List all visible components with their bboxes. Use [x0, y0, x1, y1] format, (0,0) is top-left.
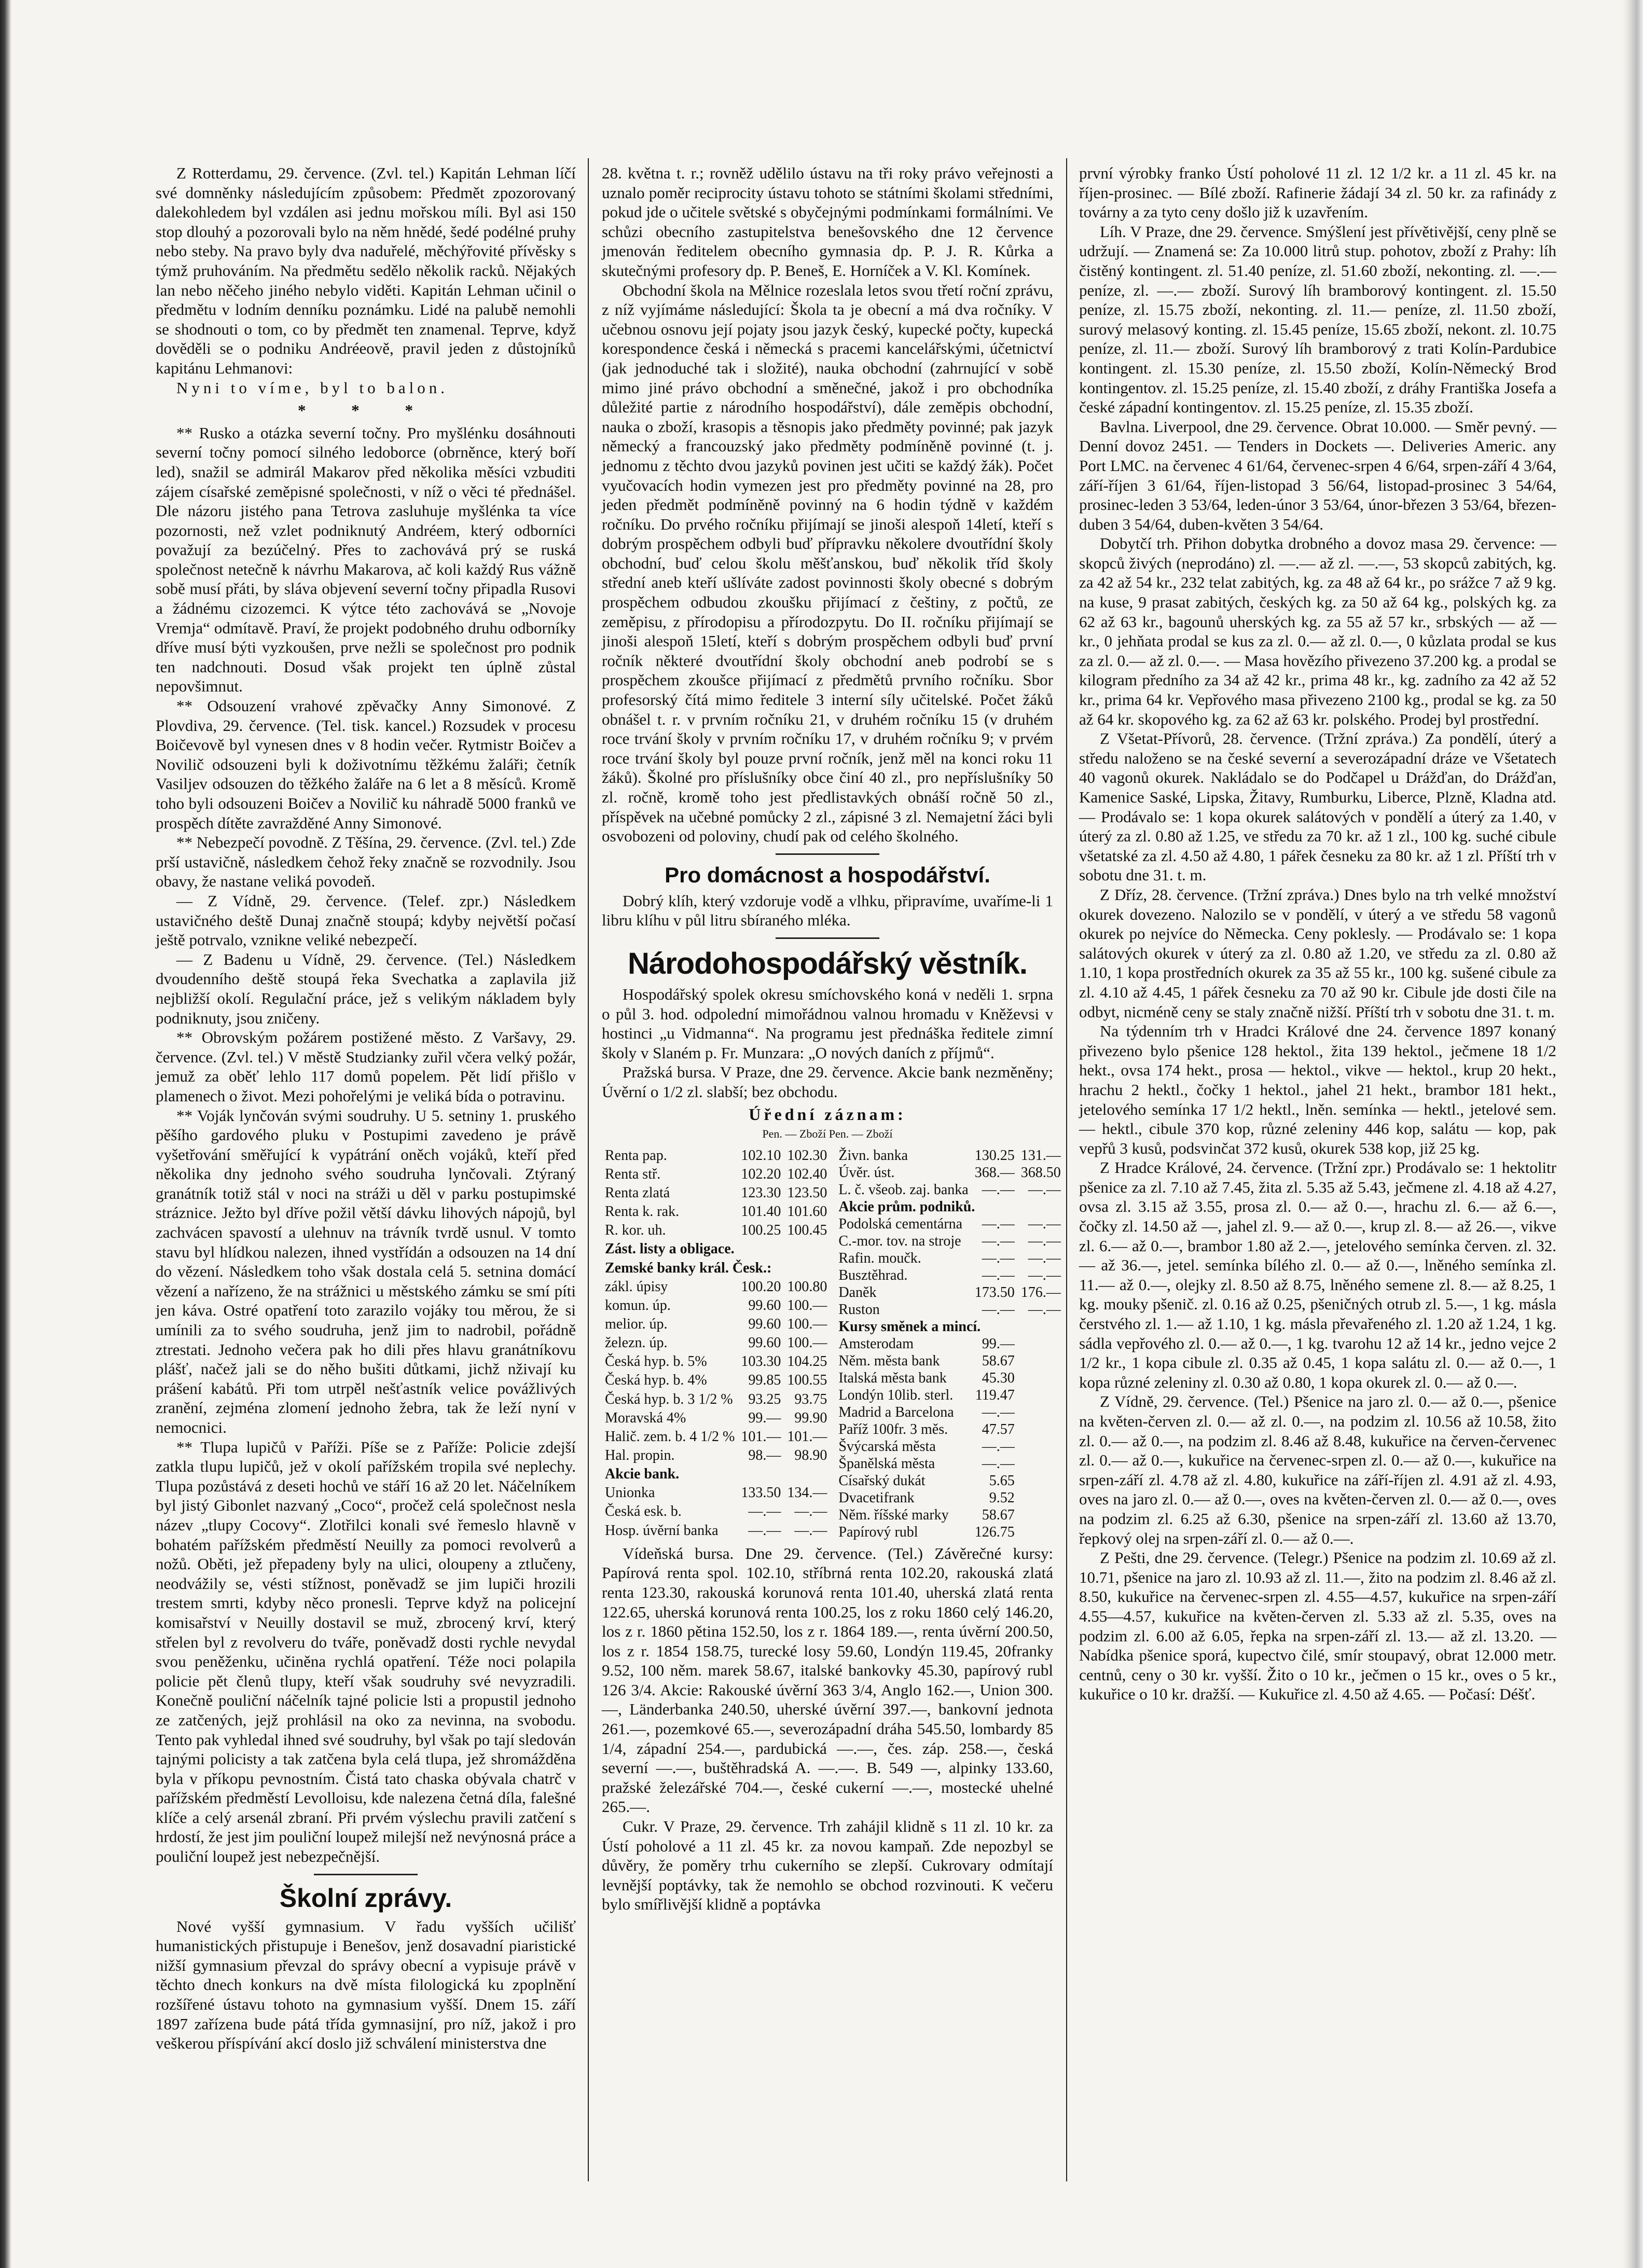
quote-label: Zemské banky král. Česk.: [605, 1260, 772, 1276]
quote-label: komun. úp. [605, 1297, 671, 1313]
quote-value: —.— [982, 1233, 1015, 1249]
quote-label: R. kor. uh. [605, 1222, 666, 1239]
quote-row [602, 1260, 830, 1278]
quote-value: 5.65 [989, 1472, 1015, 1489]
quote-label: Busztěhrad. [838, 1267, 908, 1283]
quote-value [1018, 1438, 1064, 1455]
quote-row [602, 1316, 830, 1334]
quote-value: —.— [982, 1438, 1015, 1455]
quote-value: 100.80 [787, 1278, 827, 1295]
quote-value: —.— [982, 1250, 1015, 1266]
quote-value: —.— [1028, 1301, 1061, 1318]
quote-label: Něm. říšské marky [838, 1506, 949, 1523]
quote-row [602, 1184, 830, 1203]
quote-row [602, 1353, 830, 1372]
quote-label: Císařský dukát [838, 1472, 926, 1489]
quote-row [835, 1335, 1064, 1352]
quote-value [1018, 1370, 1064, 1387]
quote-label: Kursy směnek a mincí. [838, 1318, 981, 1335]
column-rule [588, 158, 589, 2181]
quote-label: zákl. úpisy [605, 1278, 668, 1295]
article-simonova: ** Odsouzení vrahové zpěvačky Anny Simonové. Z Plovdiva, 29. července. (Tel. tisk. kancel.) Rozsudek v procesu Boičevově byl vynesen dnes v 8 hodin večer. Rytmistr Boičev a Novilič odsouzeni byli k doživotnímu těžkému žaláři; četník Vasiljev odsouzen do těžkého žaláře na 6 let a 8 měsíců. Kromě toho byli odsouzeni Boičev a Novilič ku náhradě 5000 franků ve prospěch dítěte zavražděné Anny Simonové. [156, 697, 576, 832]
quote-label: Unionka [605, 1485, 655, 1501]
quote-row [602, 1372, 830, 1390]
quote-row [835, 1404, 1064, 1421]
quote-label: železn. úp. [605, 1335, 668, 1351]
article-vojak: ** Voják lynčován svými soudruhy. U 5. setniny 1. pruského pěšího gardového pluku v Postupimi zavedeno je právě vyšetřování směřující k vypátrání oněch vojáků, kteří před několika dny jednoho svého soudruha lynčovali. Ztýraný granátník totiž stál v noci na stráži u děl v parku postupimské stráznice. Ježto byl dříve požil větší dávku lihových nápojů, byl zachvácen spavostí a ulehnuv na trávník tvrdě usnul. V tomto stavu byl hlídkou nalezen, ihned vystřídán a odsouzen na 14 dní do vězení. Následkem toho však dostala celá 5. setnina domácí vězení a nařízeno, že na strážnici u městského zámku se smí píti jen káva. Ostré opatření toto zarazilo vojáky tou měrou, že si umínili za to svého soudruha, jenž jim to nadrobil, pořádně ztrestati. Jednoho večera pak ho dili přes hlavu granátníkovu plášť, načež jali se do něho bušiti důtkami, jichž nživají ku prášení kabátů. Při tom utrpěl nešťastník velice povážlivých zranění, zejména zlomení jednoho žebra, tak že leží nyní v nemocnici. [156, 1106, 576, 1436]
quote-row [835, 1489, 1064, 1506]
quote-value: 100.— [787, 1335, 827, 1351]
quote-value: 104.25 [787, 1353, 827, 1370]
quote-value: 100.20 [741, 1278, 781, 1295]
quote-row [835, 1233, 1064, 1250]
quote-value: 131.— [1020, 1147, 1061, 1164]
quote-label: Česká esk. b. [605, 1503, 682, 1520]
quote-value: 99.85 [748, 1372, 781, 1389]
quote-value: —.— [1028, 1215, 1061, 1232]
quote-row [602, 1297, 830, 1316]
quote-label: Zást. listy a obligace. [605, 1241, 735, 1257]
quote-value: 100.25 [741, 1222, 781, 1239]
quote-value: 100.— [787, 1297, 827, 1313]
quote-value: —.— [982, 1181, 1015, 1198]
quote-value: 102.30 [787, 1147, 827, 1164]
quote-row [835, 1267, 1064, 1284]
quote-label: Česká hyp. b. 5% [605, 1353, 707, 1370]
quote-value: 93.25 [748, 1391, 781, 1407]
quote-value: 98.90 [794, 1447, 827, 1463]
quote-value: 102.20 [741, 1166, 781, 1182]
article-spolek: Hospodářský spolek okresu smíchovského koná v neděli 1. srpna o půl 3. hod. odpolední mimořádnou valnou hromadu v Kněževsi v hostinci „u Vidmanna“. Na programu jest přednáška ředitele zimní školy v Slaném p. Fr. Munzara: „O nových daních z příjmů“. [602, 985, 1053, 1062]
quote-label: Renta k. rak. [605, 1204, 680, 1220]
quote-value: 100.45 [787, 1222, 827, 1239]
quote-value: —.— [982, 1267, 1015, 1283]
article-bavlna: Bavlna. Liverpool, dne 29. července. Obrat 10.000. — Směr pevný. — Denní dovoz 2451. — Tenders in Dockets —. Deliveries Americ. any Port LMC. na červenec 4 61/64, červenec-srpen 4 6/64, srpen-září 4 3/64, září-říjen 3 61/64, říjen-listopad 3 56/64, listopad-prosinec 3 54/64, prosinec-leden 3 53/64, leden-únor 3 53/64, únor-březen 3 53/64, březen-duben 3 54/64, duben-květen 3 54/64. [1079, 417, 1556, 533]
quotes-table-right [835, 1147, 1064, 1541]
quote-value [1018, 1472, 1064, 1489]
quote-row [835, 1250, 1064, 1267]
quote-value: 58.67 [982, 1352, 1015, 1369]
quote-value: 100.— [787, 1316, 827, 1332]
quote-label: melior. úp. [605, 1316, 668, 1332]
quote-label: Moravská 4% [605, 1409, 686, 1426]
article-baden: — Z Badenu u Vídně, 29. července. (Tel.) Následkem dvoudenního deště stoupá řeka Svechatka a zaplavila již nejbližší okolí. Regulační práce, jež s velikým nákladem byly podniknuty, jsou zničeny. [156, 950, 576, 1027]
quote-value: 102.10 [741, 1147, 781, 1164]
quote-label: Renta zlatá [605, 1185, 670, 1201]
article-cukr-cont: první výrobky franko Ústí poholové 11 zl. 12 1/2 kr. a 11 zl. 45 kr. na říjen-prosinec. — Bílé zboží. Rafinerie žádají 34 zl. 50 kr. za rafinády z továrny a za tyto ceny došlo již k uzavřením. [1079, 164, 1556, 222]
quote-label: Česká hyp. b. 3 1/2 % [605, 1391, 733, 1407]
quote-label: C.-mor. tov. na stroje [838, 1233, 961, 1249]
quote-value: 99.60 [748, 1316, 781, 1332]
quote-value: 103.30 [741, 1353, 781, 1370]
quote-value [1018, 1387, 1064, 1404]
article-tlupa: ** Tlupa lupičů v Paříži. Píše se z Paříže: Policie zdejší zatkla tlupu lupičů, jež v okolí pařížském tropila své neplechy. Tlupa pozůstává z deseti hochů ve stáří 16 až 20 let. Náčelníkem byl jistý Gibonlet nazvaný „Coco“, pročež celá společnost nesla název „tlupy Cocovy“. Zlotřilci konali své řemeslo hlavně v bohatém pařížském předměstí Neuilly za pomoci revolverů a nožů. Oběti, jež přepadeny byly na ulici, oloupeny a ztlučeny, neodvážily se, vésti stížnost, poněvadž se jim lupiči hrozili trestem smrti, kdyby něco pronesli. Teprve když na policejní komisařství v Neuilly dostavil se muž, zbrocený krví, který střelen byl z revolveru do tváře, poněvadž dosti rychle nevydal svou peněženku, učiněna rychlá opatření. Téže noci polapila policie pět členů tlupy, kteří však soudruhy své nevyzradili. Konečně pouliční náčelník tajné policie lsti a propustil jednoho ze zatčených, jejž prohlásil na oko za nevinna, na svobodu. Tento pak vyhledal ihned své soudruhy, byl však po tají sledován tajnými policisty a tak zatčena byla celá tlupa, jež shromážděna byla v příkopu pevnostním. Čistá tato chaska obývala chatrč v pařížském předměstí Levolloisu, kde nalezena četná díla, falešné klíče a celý arsenál zbraní. Při prvém výslechu pravili zatčení s hrdostí, že jest jim pouliční loupež milejší než nevýnosná práce a pouliční loupež jest nebezpečnější. [156, 1437, 576, 1866]
quote-row [835, 1370, 1064, 1387]
article-cukr: Cukr. V Praze, 29. července. Trh zahájil klidně s 11 zl. 10 kr. za Ústí poholové a 11 zl. 45 kr. za novou kampaň. Zde nepozbyl se důvěry, že poměry trhu cukerního se zlepší. Cukrovary odmítají levnější poptávky, tak že nemohlo se obchod rozvinouti. K večeru bylo smířlivější klidně a poptávka [602, 1817, 1053, 1914]
section-dots: * * * [298, 401, 434, 420]
quote-label: Podolská cementárna [838, 1215, 963, 1232]
quote-value [1018, 1335, 1064, 1352]
quote-label: Hosp. úvěrní banka [605, 1522, 719, 1539]
article-hradec2: Z Hradce Králové, 24. července. (Tržní zpr.) Prodávalo se: 1 hektolitr pšenice za zl. 7.10 až 7.45, žita zl. 5.35 až 5.43, ječmene zl. 4.18 až 4.27, ovsa zl. 3.15 až 3.55, prosa zl. 0.— až 0.—, hrachu zl. 6.— až 6.—, čočky zl. 14.50 až —, jahel zl. 9.— až 0.—, krup zl. 8.— až 26.—, vikve zl. 6.— až 0.—, brambor 1.80 až 2.—, jetelového semínka červen. zl. 32.— až 36.—, jetel. semínka bílého zl. 0.— až 0.—, lněného semínka zl. 11.— až 0.—, olejky zl. 8.50 až 8.75, lněného semene zl. 8.— až 8.25, 1 kg. mouky pšenič. zl. 0.16 až 0.25, pšeničných otrub zl. 5.—, 1 kg. másla čerstvého zl. 1.— až 1.10, 1 kg. másla převařeného zl. 1.20 až 1.24, 1 kg. sádla vepřového zl. 0.— až 0.—, 1 kg. tvarohu 12 až 14 kr., jedno vejce 2 1/2 kr., 1 kopa cibule zl. 0.35 až 0.45, 1 kopa salátu zl. 0.— až 0.—, 1 kopa různé zeleniny zl. 0.30 až 0.80, 1 kopa okurek zl. 0.— až 0.—. [1079, 1158, 1556, 1391]
quote-row [835, 1198, 1064, 1215]
quote-row [835, 1318, 1064, 1335]
quote-row [602, 1447, 830, 1465]
article-quote: Nyni to víme, byl to balon. [176, 378, 448, 397]
newspaper-page [156, 148, 1556, 2210]
section-title-domacnost: Pro domácnost a hospodářství. [665, 862, 990, 887]
quote-label: Živn. banka [838, 1147, 908, 1164]
quote-value: 101.— [787, 1428, 827, 1445]
quote-row [602, 1409, 830, 1428]
quote-value: 101.60 [787, 1204, 827, 1220]
column-rule [1066, 158, 1067, 2181]
quote-label: Hal. propin. [605, 1447, 675, 1463]
quote-value: 100.55 [787, 1372, 827, 1389]
quote-row [602, 1147, 830, 1166]
quote-row [835, 1438, 1064, 1455]
quote-label: Akcie bank. [605, 1466, 680, 1483]
quote-row [835, 1421, 1064, 1438]
article-melnik: Obchodní škola na Mělnice rozeslala letos svou třetí roční zprávu, z níž vyjímáme následující: Škola ta je obecní a má dva ročníky. V učebnou osnovu její pojaty jsou jazyk český, kupecké počty, kupecká korespondence česká i německá s pracemi kancelářskými, účetnictví (jak jednoduché tak i složité), nauka obchodní (zahrnující v sobě mimo jiné právo obchodní a směnečné, jakož i pro obchodníka důležité partie z národního hospodářství), dále zeměpis obchodní, nauka o zboží, krasopis a těsnopis jako předměty povinné; pak jazyk německý a francouzský jako předměty podmíněně povinné (t. j. jednomu z těchto dvou jazyků povinen jest učiti se každý žák). Počet vyučovacích hodin vymezen jest pro předměty povinné na 28, pro jeden předmět podmíněně povinný na 6 hodin týdně v každém ročníku. Do prvého ročníku přijímají se jinoši alespoň 14letí, kteří s dobrým prospěchem odbyli buď přípravku několere dvoutřídní školy obchodní, buď celou školu měšťanskou, buď několik tříd školy střední aneb kteří ušlíváte zadost povinnosti školy obecné s dobrým prospěchem odbudou zkoušku přijímací z češtiny, z počtů, ze zeměpisu, z přírodopisu a přírodozpytu. Do II. ročníku přijímají se jinoši alespoň 15letí, kteří s dobrým prospěchem odbyli buď první ročník některé dvoutřídní školy obchodní aneb podrobí se s prospěchem zkoušce přijímací z předmětů prvního ročníku. Sbor profesorský čítá mimo ředitele 3 interní síly učitelské. Počet žáků obnášel t. r. v prvním ročníku 21, v druhém ročníku 15 (v druhém roce trvání školy v prvním ročníku 17, v druhém ročníku 9; v prvém roce trvání školy byl pouze první ročník, jenž měl na konci roku 11 žáků). Školné pro příslušníky obce činí 40 zl., pro nepříslušníky 50 zl. ročně, kromě toho jest předlistavkých obnáší ročně 50 zl., příspěvek na učebné pomůcky 2 zl., zápisné 3 zl. Nemajetní žáci byli osvobozeni od poloviny, chudí pak od celého školného. [602, 281, 1053, 846]
quote-label: Italská města bank [838, 1370, 947, 1386]
quote-value: 126.75 [974, 1524, 1015, 1540]
quote-label: Česká hyp. b. 4% [605, 1372, 707, 1389]
quote-value: 101.— [741, 1428, 781, 1445]
quote-row [835, 1284, 1064, 1301]
divider [776, 853, 879, 855]
quote-value: 173.50 [974, 1284, 1015, 1301]
quotes-subhead: Pen. — Zboží Pen. — Zboží [762, 1127, 893, 1141]
quote-row [602, 1484, 830, 1503]
article-hradec: Na týdenním trh v Hradci Králové dne 24. července 1897 konaný přivezeno bylo pšenice 128 hektol., žita 139 hektol., ječmene 18 1/2 hekt., ovsa 174 hekt., prosa — hektol., vikve — hektol., krup 20 hekt., hrachu 2 hektl., čočky 1 hektol., jahel 21 hekt., brambor 181 hekt., jetelového semínka 17 1/2 hektl., lněn. semínka — hektl., jetelové sem. — hektl., cibule 370 kop, různé zeleniny 446 kop, salátu — kop, pak vepřů 3 kusů, podsvinčat 372 kusů, okurek 538 kop, již 25 kg. [1079, 1022, 1556, 1157]
quote-label: Ruston [838, 1301, 880, 1318]
article-vsetat: Z Všetat-Přívorů, 28. července. (Tržní zpráva.) Za pondělí, úterý a středu naloženo se na české severní a severozápadní dráze ve Všetatech 40 vagonů okurek. Nakládalo se do Podčapel u Drážďan, do Drážďan, Kamenice Saské, Lipska, Žitavy, Rumburku, Liberce, Plzně, Kladna atd. — Prodávalo se: 1 kopa okurek salátových v pondělí a úterý za 1.40, v úterý za zl. 0.80 až 1.25, ve středu za 70 kr. až 1 zl., 100 kg. suché cibule všetatské za zl. 4.50 až 4.80, 1 pářek česneku za 80 kr. až 1 zl. Příští trh v sobotu dne 31. t. m. [1079, 729, 1556, 884]
quote-value: 45.30 [982, 1370, 1015, 1386]
column-2 [602, 163, 1061, 1914]
section-title-skolni: Školní zprávy. [279, 1883, 452, 1913]
article-rotterdam: Z Rotterdamu, 29. července. (Zvl. tel.) Kapitán Lehman líčí své domněnky následujícím způsobem: Předmět zpozorovaný dalekohledem byl vzdálen asi jednu mořskou míli. Byl asi 150 stop dlouhý a pozorovali bylo na něm hnědé, šedé podélné pruhy nebo steby. Na pravo byly dva naduřelé, měchýřovité přívěsky s týmž pruhováním. Na předmětu sedělo několik racků. Nějakých lan nebo něčeho jiného nebylo viděti. Kapitán Lehman učinil o předmětu v lodním denníku poznámku. Lidé na palubě nemohli se shodnouti o tom, co by předmět ten znamenal. Teprve, když dověděli se o podniku Andréeově, pravil jeden z důstojníků kapitánu Lehmanovi: [156, 164, 576, 377]
quote-value [1018, 1421, 1064, 1438]
quote-row [602, 1503, 830, 1522]
quote-value: —.— [982, 1404, 1015, 1420]
quote-value: —.— [1028, 1250, 1061, 1266]
quote-label: Londýn 10lib. sterl. [838, 1387, 954, 1403]
quote-value: 99.— [982, 1335, 1015, 1352]
quotes-table-left [602, 1147, 830, 1541]
quote-value: 99.60 [748, 1297, 781, 1313]
quote-value: —.— [748, 1522, 781, 1539]
quote-row [602, 1203, 830, 1222]
quote-value: 47.57 [982, 1421, 1015, 1437]
quote-row [835, 1301, 1064, 1318]
article-videnska: Vídeňská bursa. Dne 29. července. (Tel.) Závěrečné kursy: Papírová renta spol. 102.10, stříbrná renta 102.20, rakouská zlatá renta 123.30, rakouská korunová renta 101.40, uherská zlatá renta 122.65, uherská korunová renta 100.25, los z roku 1860 celý 146.20, los z r. 1860 pětina 152.50, los z r. 1864 189.—, renta úvěrní 200.50, los z r. 1854 158.75, turecké losy 59.60, Londýn 119.45, 20franky 9.52, 100 něm. marek 58.67, italské bankovky 45.30, papírový rubl 126 3/4. Akcie: Rakouské úvěrní 363 3/4, Anglo 162.—, Union 300.—, Länderbanka 240.50, uherské úvěrní 397.—, bankovní jednota 261.—, pozemkové 65.—, severozápadní dráha 545.50, lombardy 85 1/4, západní 254.—, pardubická —.—, čes. záp. 258.—, česká severní —.—, buštěhradská A. —.—. B. 549 —, alpinky 133.60, pražské železářské 704.—, české cukerní —.—, mostecké uhelné 265.—. [602, 1544, 1053, 1816]
quote-row [835, 1181, 1064, 1198]
quote-row [602, 1391, 830, 1409]
article-varsava: ** Obrovským požárem postižené město. Z Varšavy, 29. července. (Zvl. tel.) V městě Studzianky zuřil včera velký požár, jemuž za oběť lehlo 117 domů popelem. Pět lidí přišlo v plamenech o život. Mezi pohořelými je veliká bída o potravinu. [156, 1028, 576, 1105]
quote-row [835, 1524, 1064, 1541]
quote-label: Renta pap. [605, 1147, 667, 1164]
article-videne: Z Vídně, 29. července. (Tel.) Pšenice na jaro zl. 0.— až 0.—, pšenice na květen-červen zl. 0.— až zl. 0.—, na podzim zl. 10.56 až 10.58, žito zl. 0.— až 0.—, na podzim zl. 8.46 až 8.48, kukuřice na červen-červenec zl. 0.— až 0.—, kukuřice na červenec-srpen zl. 0.— až 0.—, kukuřice na srpen-září zl. 4.78 až zl. 4.80, kukuřice na září-říjen zl. 4.91 až zl. 4.93, oves na jaro zl. 0.— až 0.—, oves na květen-červen zl. 0.— až 0.—, oves na podzim zl. 6.25 až 6.30, pšenice na srpen-září zl. 13.60 až 13.70, řepkový olej na srpen-září zl. 0.— až 0.—. [1079, 1392, 1556, 1547]
quote-value [1018, 1404, 1064, 1421]
quotes-title: Úřední záznam: [749, 1104, 906, 1124]
quote-value [1018, 1455, 1064, 1472]
divider [314, 1874, 418, 1875]
quote-value: 368.— [974, 1164, 1015, 1181]
section-title-vestnik: Národohospodářský věstník. [627, 946, 1028, 980]
quote-value: —.— [1028, 1181, 1061, 1198]
article-klih: Dobrý klíh, který vzdoruje vodě a vlhku, připravíme, uvaříme-li 1 libru klíhu v půl litru sbíraného mléka. [602, 891, 1053, 930]
quote-label: Dvacetifrank [838, 1489, 915, 1506]
quote-row [835, 1164, 1064, 1181]
quote-value [1018, 1524, 1064, 1541]
article-burza: Pražská bursa. V Praze, dne 29. července. Akcie bank nezměněny; Úvěrní o 1/2 zl. slabší; bez obchodu. [602, 1063, 1053, 1101]
quote-label: Něm. města bank [838, 1352, 940, 1369]
quote-value: 99.90 [794, 1409, 827, 1426]
quote-label: Paříž 100fr. 3 měs. [838, 1421, 948, 1437]
article-gymnasium: Nové vyšší gymnasium. V řadu vyšších učilišť humanistických přistupuje i Benešov, jenž dosavadní piaristické nižší gymnasium převzal do správy obecní a vypisuje právě v těchto dnech konkurs na dvě místa filologická ku zpoplnění rozšířené ústavu tohoto na gymnasium vyšší. Dnem 15. září 1897 zařízena bude pátá třída gymnasijní, pro níž, jakož i pro veškerou příspívání akcí doslo již schválení ministerstva dne [156, 1917, 576, 2053]
quote-value: —.— [982, 1455, 1015, 1472]
quote-row [602, 1334, 830, 1353]
quote-row [835, 1147, 1064, 1164]
quotes-tables [602, 1144, 1061, 1544]
quote-value: 123.50 [787, 1185, 827, 1201]
quote-value: —.— [794, 1503, 827, 1520]
quote-value: 98.— [748, 1447, 781, 1463]
quote-row [835, 1352, 1064, 1370]
quote-value: 99.— [748, 1409, 781, 1426]
quote-value: 134.— [787, 1485, 827, 1501]
quote-value: 93.75 [794, 1391, 827, 1407]
divider [776, 937, 879, 939]
article-driz: Z Dříz, 28. července. (Tržní zpráva.) Dnes bylo na trh velké množství okurek dovezeno. Nalozilo se v pondělí, v úterý a ve středu 58 vagonů okurek po nejvíce do Německa. Ceny poklesly. — Prodávalo se: 1 kopa salátových okurek v úterý za zl. 0.80 až 1.20, ve středu za zl. 0.80 až 1.10, 1 kopa prostředních okurek za 35 až 55 kr., 100 kg. sušené cibule za zl. 4.10 až 4.45, 1 pářek česneku za 70 až 90 kr. Cibule jde dosti čile na odbyt, nicméně ceny se staly značně nižší. Příští trh v sobotu dne 31. t. m. [1079, 885, 1556, 1021]
quote-label: Renta stř. [605, 1166, 661, 1182]
quote-value [1018, 1506, 1064, 1524]
quote-value: —.— [982, 1215, 1015, 1232]
scan-edge [0, 0, 11, 2268]
quote-row [602, 1522, 830, 1541]
quote-value: 101.40 [741, 1204, 781, 1220]
article-lih: Líh. V Praze, dne 29. července. Smýšlení jest přívětivější, ceny plně se udržují. — Znamená se: Za 10.000 litrů stup. pohotov, zboží z Prahy: líh čistěný kontingent. zl. 51.40 peníze, zl. 51.60 zboží, nekonting. zl. —.— peníze, zl. —.— zboží. Surový líh bramborový kontingent. zl. 15.50 peníze, zl. 15.75 zboží, nekonting. zl. 11.— peníze, zl. 11.50 zboží, surový melasový konting. zl. 15.45 peníze, 15.65 zboží, nekont. zl. 10.75 peníze, zl. 11.— zboží. Surový líh bramborový z trati Kolín-Pardubice kontingent. zl. 15.30 peníze, zl. 15.50 zboží, Kolín-Německý Brod kontingentov. zl. 15.25 peníze, zl. 15.40 zboží, z dráhy Františka Josefa a české západní kontingentov. zl. 15.25 peníze, zl. 15.35 zboží. [1079, 222, 1556, 417]
quote-row [835, 1387, 1064, 1404]
quote-value: —.— [982, 1301, 1015, 1318]
article-rusko: ** Rusko a otázka severní točny. Pro myšlénku dosáhnouti severní točny pomocí silného ledoborce (obrněnce, který boří led), snažil se admirál Makarov před několika měsíci vzbuditi zájem císařské zeměpisné společnosti, v níž o věci té přednášel. Dle názoru jistého pana Tetrova zasluhuje myšlénka ta více pozornosti, než vzlet podniknutý Andréem, který odborníci považují za bezúčelný. Přes to zachovává prý se ruská společnost netečně k návrhu Makarova, ač koli každý Rus vážně sobě musí přáti, by sláva objevení severní točny připadla Rusovi a žádnému cizozemci. K výtce této zachovává se „Novoje Vremja“ odmítavě. Praví, že projekt podobného druhu odborníky dříve musí býti vyzkoušen, prve nežli se společnost pro podnik ten nadchnouti. Dosud však projekt ten úplně zůstal nepovšimnut. [156, 423, 576, 696]
quote-row [602, 1166, 830, 1184]
quote-row [835, 1472, 1064, 1489]
column-3 [1079, 163, 1556, 1704]
article-povodne: ** Nebezpečí povodně. Z Těšína, 29. července. (Zvl. tel.) Zde prší ustavičně, následkem čehož řeky značně se rozvodnily. Jsou obavy, že nastane veliká povodeň. [156, 833, 576, 891]
quote-row [602, 1428, 830, 1447]
quote-value: 123.30 [741, 1185, 781, 1201]
quote-value: —.— [794, 1522, 827, 1539]
quote-label: Akcie prům. podniků. [838, 1198, 975, 1215]
quote-value: —.— [1028, 1267, 1061, 1283]
article-dobytci: Dobytčí trh. Přihon dobytka drobného a dovoz masa 29. července: — skopců živých (neprodáno) zl. —.— až zl. —.—, 53 skopců zabitých, kg. za 42 až 54 kr., 232 telat zabitých, kg. za 48 až 64 kr., po srážce 7 až 9 kg. na kuse, 9 prasat zabitých, českých kg. za 50 až 64 kg., polských kg. za 62 až 63 kr., bagounů uherských kg. za 55 až 57 kr., srbských — až — kr., 0 jehňata prodal se kus za zl. 0.— až zl. 0.—, 0 kůzlata prodal se kus za zl. 0.— až zl. 0.—. — Masa hovězího přivezeno 37.200 kg. a prodal se kilogram předního za 34 až 42 kr., prima 48 kr., kg. zadního za 42 až 52 kr., prima 64 kr. Vepřového masa přivezeno 2100 kg., prodal se kg. za 50 až 64 kr. skopového kg. za 62 až 63 kr. polského. Prodej byl prostřední. [1079, 534, 1556, 728]
quote-label: Madrid a Barcelona [838, 1404, 954, 1420]
quote-value: 368.50 [1020, 1164, 1061, 1181]
article-vidne: — Z Vídně, 29. července. (Telef. zpr.) Následkem ustavičného deště Dunaj značně stoupá; kdyby největší počasí ještě potrvalo, vznikne veliké nebezpečí. [156, 891, 576, 949]
quote-value: 99.60 [748, 1335, 781, 1351]
quote-row [835, 1506, 1064, 1524]
quote-label: L. č. všeob. zaj. banka [838, 1181, 969, 1198]
quote-value [1018, 1352, 1064, 1370]
quote-row [602, 1240, 830, 1259]
quote-value: —.— [748, 1503, 781, 1520]
quote-label: Amsterodam [838, 1335, 914, 1352]
quote-label: Španělská města [838, 1455, 935, 1472]
quote-value: 176.— [1020, 1284, 1061, 1301]
quote-value: 133.50 [741, 1485, 781, 1501]
quote-value: 9.52 [989, 1489, 1015, 1506]
quote-label: Papírový rubl [838, 1524, 918, 1540]
quote-row [602, 1278, 830, 1297]
quote-value: 58.67 [982, 1506, 1015, 1523]
quote-label: Úvěr. úst. [838, 1164, 895, 1181]
article-skola-cont: 28. května t. r.; rovněž udělilo ústavu na tři roky právo veřejnosti a uznalo poměr reciprocity ústavu tohoto se státními školami středními, pokud jde o učitele světské s obyčejnými podmínkami formálními. Ve schůzi obecního zastupitelstva benešovského dne 12 července jmenován ředitelem obecního gymnasia dp. P. J. R. Kůrka a skutečnými profesory dp. P. Beneš, E. Horníček a V. Kl. Komínek. [602, 164, 1053, 280]
quote-row [835, 1215, 1064, 1233]
quote-value [1018, 1489, 1064, 1506]
quote-row [602, 1465, 830, 1484]
column-1 [156, 163, 576, 2053]
quote-label: Švýcarská města [838, 1438, 936, 1455]
quote-value: 119.47 [975, 1387, 1015, 1403]
scan-edge [1622, 0, 1643, 2268]
quote-row [602, 1222, 830, 1240]
quote-value: 102.40 [787, 1166, 827, 1182]
quote-label: Rafin. moučk. [838, 1250, 921, 1266]
quote-label: Halič. zem. b. 4 1/2 % [605, 1428, 735, 1445]
quote-label: Daněk [838, 1284, 877, 1301]
quote-value: 130.25 [974, 1147, 1015, 1164]
quote-value: —.— [1028, 1233, 1061, 1249]
article-pest: Z Pešti, dne 29. července. (Telegr.) Pšenice na podzim zl. 10.69 až zl. 10.71, pšenice na jaro zl. 10.93 až zl. 11.—, žito na podzim zl. 8.46 až zl. 8.50, kukuřice na červenec-srpen zl. 4.55—4.57, kukuřice na srpen-září 4.55—4.57, kukuřice na květen-červen zl. 5.33 až zl. 5.35, oves na podzim zl. 6.00 až 6.05, řepka na srpen-září zl. 13.— až zl. 13.20. — Nabídka pšenice sporá, kupectvo čilé, smír stoupavý, obrat 12.000 metr. centnů, ceny o 30 kr. vyšší. Žito o 10 kr., ječmen o 15 kr., oves o 5 kr., kukuřice o 10 kr. dražší. — Kukuřice zl. 4.50 až 4.65. — Počasí: Déšť. [1079, 1548, 1556, 1704]
quote-row [835, 1455, 1064, 1472]
